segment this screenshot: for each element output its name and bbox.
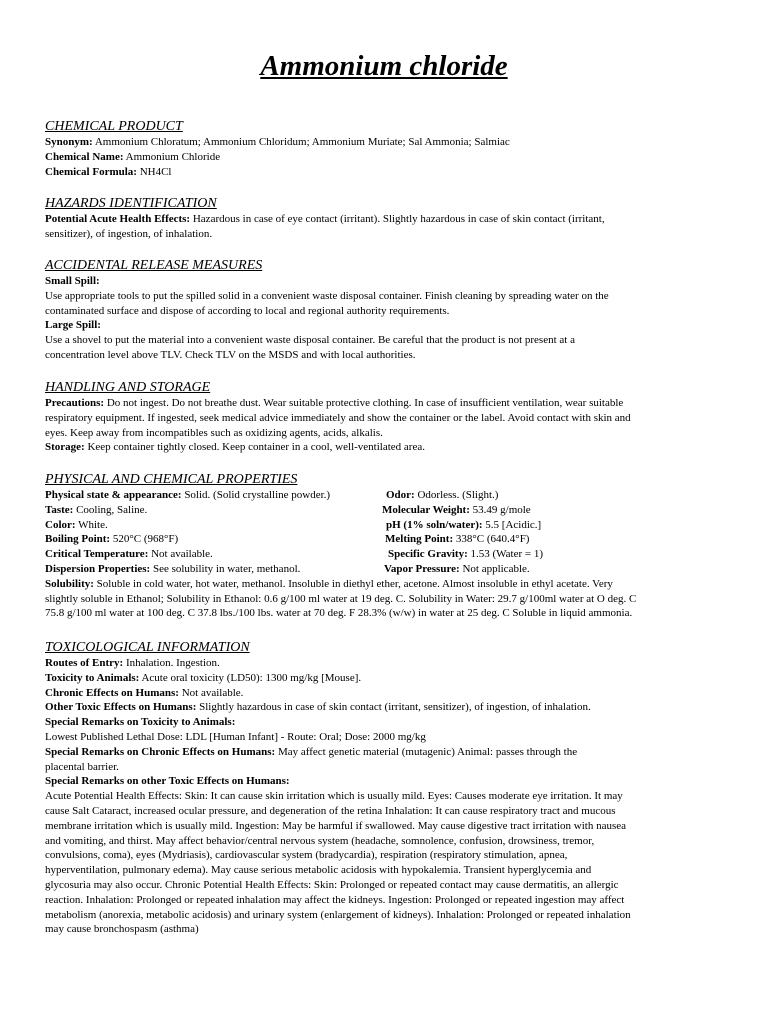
section-heading: HAZARDS IDENTIFICATION (45, 196, 217, 211)
section-hazards (45, 195, 725, 242)
chemical-formula-label: Chemical Formula: (45, 165, 137, 178)
solubility-value: Soluble in cold water, hot water, methanol. Insoluble in diethyl ether, acetone. Almost insoluble in ethyl acetate. Very (93, 577, 613, 590)
precautions-line: respiratory equipment. If ingested, seek medical advice immediately and show the container or the label. Avoid contact with skin and (45, 411, 631, 424)
chronic-effects-line: Chronic Effects on Humans: Not available. (45, 686, 244, 699)
section-heading: TOXICOLOGICAL INFORMATION (45, 640, 250, 655)
remarks-other-text: and vomiting, and thirst. May affect behavior/central nervous system (headache, somnolence, confusion, drowsiness, tremor, (45, 834, 595, 847)
chemical-name-value: Ammonium Chloride (123, 150, 221, 163)
ph: pH (1% soln/water): 5.5 [Acidic.] (386, 518, 542, 531)
document-title: Ammonium chloride (260, 50, 508, 82)
property-row (45, 532, 725, 547)
precautions-line: eyes. Keep away from incompatibles such as oxidizing agents, acids, alkalis. (45, 426, 383, 439)
critical-temperature: Critical Temperature: Not available. (45, 548, 213, 561)
dispersion-properties: Dispersion Properties: See solubility in water, methanol. (45, 562, 301, 575)
chemical-name-label: Chemical Name: (45, 150, 124, 163)
synonym-value: Ammonium Chloratum; Ammonium Chloridum; Ammonium Muriate; Sal Ammonia; Salmiac (92, 136, 510, 148)
physical-state: Physical state & appearance: Solid. (Solid crystalline powder.) (45, 489, 331, 501)
storage-label: Storage: (45, 441, 85, 454)
section-heading: CHEMICAL PRODUCT (45, 119, 183, 134)
remarks-other-text: membrane irritation which is usually mild. Ingestion: May be harmful if swallowed. May cause digestive tract irritation with nausea (45, 819, 627, 832)
taste: Taste: Cooling, Saline. (45, 503, 148, 516)
property-row (45, 503, 725, 518)
small-spill-text: contaminated surface and dispose of according to local and regional authority requirements. (45, 304, 450, 317)
routes-line: Routes of Entry: Inhalation. Ingestion. (45, 657, 220, 669)
molecular-weight: Molecular Weight: 53.49 g/mole (382, 503, 531, 516)
precautions-label: Precautions: (45, 397, 105, 409)
remarks-other-text: may cause bronchospasm (asthma) (45, 923, 199, 936)
remarks-other-text: reaction. Inhalation: Prolonged or repeated inhalation may affect the kidneys. Ingestion: Prolonged or repeated ingestion may affect (45, 893, 625, 906)
specific-gravity: Specific Gravity: 1.53 (Water = 1) (388, 548, 543, 561)
color: Color: White. (45, 518, 108, 531)
property-row (45, 547, 725, 562)
acute-effects-label: Potential Acute Health Effects: (45, 213, 191, 225)
section-accidental-release (45, 257, 725, 363)
boiling-point: Boiling Point: 520°C (968°F) (45, 533, 179, 546)
remarks-other-text: convulsions, coma), eyes (Mydriasis), cardiovascular system (bradycardia), respiration (respiratory stimulation, apnea, (45, 849, 568, 862)
remarks-chronic-line: placental barrier. (45, 760, 119, 773)
storage-line (45, 440, 725, 455)
toxicity-animals-line: Toxicity to Animals: Acute oral toxicity (LD50): 1300 mg/kg [Mouse]. (45, 671, 362, 684)
remarks-chronic-line: Special Remarks on Chronic Effects on Humans: May affect genetic material (mutagenic) Animal: passes through the (45, 745, 578, 758)
solubility-line: slightly soluble in Ethanol; Solubility in Ethanol: 0.6 g/100 ml water at 19 deg. C. Solubility in Water: 29.7 g/100ml water at O deg. C (45, 592, 637, 605)
section-chemical-product (45, 118, 725, 179)
chemical-formula-line (45, 165, 725, 180)
property-row (45, 518, 725, 533)
synonym-line (45, 135, 725, 150)
large-spill-label: Large Spill: (45, 319, 101, 332)
remarks-other-text: hyperventilation, pulmonary edema). May cause serious metabolic acidosis with hypokalemia. Transient hyperglycemia and (45, 864, 592, 877)
remarks-other-text: glycosuria may also occur. Chronic Potential Health Effects: Skin: Prolonged or repeated contact may cause dermatitis, an allergic (45, 878, 619, 891)
synonym-label: Synonym: (45, 136, 93, 148)
storage-value: Keep container tightly closed. Keep container in a cool, well-ventilated area. (84, 441, 425, 454)
vapor-pressure: Vapor Pressure: Not applicable. (384, 562, 530, 575)
hazards-line (45, 212, 725, 227)
other-effects-line: Other Toxic Effects on Humans: Slightly hazardous in case of skin contact (irritant, sensitizer), of ingestion, of inhalation. (45, 701, 591, 714)
remarks-animals-value: Lowest Published Lethal Dose: LDL [Human Infant] - Route: Oral; Dose: 2000 mg/kg (45, 730, 426, 743)
acute-effects-value: Hazardous in case of eye contact (irritant). Slightly hazardous in case of skin contact (irritant, (190, 213, 605, 225)
section-physical-chemical (45, 471, 725, 621)
section-heading: ACCIDENTAL RELEASE MEASURES (45, 258, 263, 273)
precautions-value: Do not ingest. Do not breathe dust. Wear suitable protective clothing. In case of insufficient ventilation, wear suitable (104, 397, 624, 409)
solubility-line: 75.8 g/100 ml water at 100 deg. C 37.8 lbs./100 lbs. water at 70 deg. F 28.3% (w/w) in water at 25 deg. C Soluble in liquid ammonia. (45, 607, 633, 620)
melting-point: Melting Point: 338°C (640.4°F) (385, 533, 530, 546)
small-spill-text: Use appropriate tools to put the spilled solid in a convenient waste disposal container. Finish cleaning by spreading water on the (45, 289, 609, 302)
remarks-other-text: metabolism (anorexia, metabolic acidosis) and urinary system (enlargement of kidneys). Inhalation: Prolonged or repeated inhalation (45, 908, 631, 921)
remarks-other-text: cause Salt Cataract, increased ocular pressure, and degeneration of the retina Inhalation: It can cause respiratory tract and mucous (45, 804, 616, 817)
large-spill-text: Use a shovel to put the material into a convenient waste disposal container. Be careful that the product is not present at a (45, 334, 575, 347)
precautions-line (45, 396, 725, 411)
small-spill-label: Small Spill: (45, 275, 100, 287)
solubility-label: Solubility: (45, 577, 94, 590)
remarks-other-text: Acute Potential Health Effects: Skin: It can cause skin irritation which is usually mild. Eyes: Causes moderate eye irritation. It may (45, 790, 623, 803)
remarks-animals-label: Special Remarks on Toxicity to Animals: (45, 716, 236, 729)
remarks-other-label: Special Remarks on other Toxic Effects on Humans: (45, 775, 290, 788)
section-heading: HANDLING AND STORAGE (45, 380, 211, 395)
chemical-name-line (45, 150, 725, 165)
solubility-line (45, 577, 725, 592)
large-spill-text: concentration level above TLV. Check TLV on the MSDS and with local authorities. (45, 348, 416, 361)
hazards-line: sensitizer), of ingestion, of inhalation. (45, 227, 213, 240)
section-handling-storage (45, 379, 725, 455)
property-row (45, 488, 725, 503)
section-toxicological (45, 639, 725, 937)
section-heading: PHYSICAL AND CHEMICAL PROPERTIES (45, 472, 298, 487)
property-row (45, 562, 725, 577)
odor: Odor: Odorless. (Slight.) (386, 489, 499, 501)
chemical-formula-value: NH4Cl (136, 165, 172, 178)
